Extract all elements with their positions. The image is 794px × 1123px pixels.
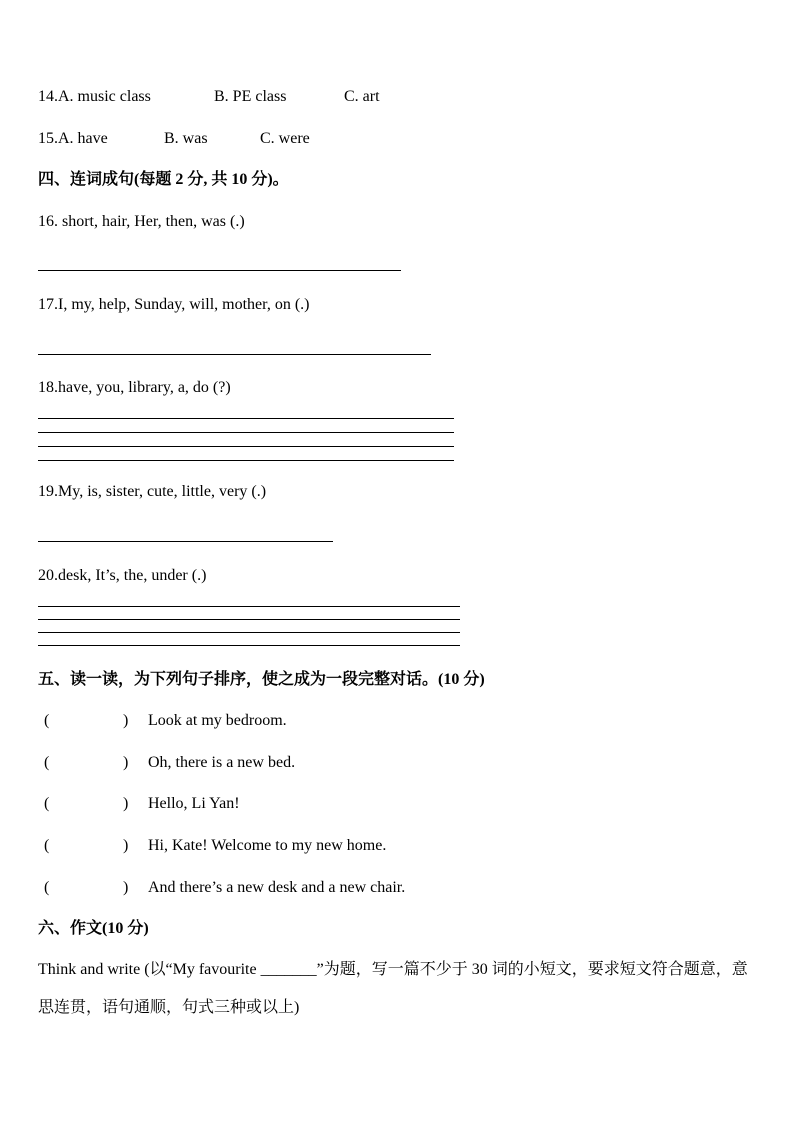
open-paren: (	[44, 754, 50, 771]
close-paren: )	[123, 754, 129, 771]
sentence: Hello, Li Yan!	[148, 795, 240, 812]
answer-line	[38, 606, 460, 607]
prompt-text-start: Think and write (以“My favourite	[38, 961, 261, 978]
sentence: Hi, Kate! Welcome to my new home.	[148, 837, 387, 854]
answer-line	[38, 460, 454, 461]
ordering-item	[44, 753, 544, 773]
answer-line	[38, 645, 460, 646]
close-paren: )	[123, 795, 129, 812]
ordering-item	[44, 836, 544, 856]
answer-line	[38, 541, 333, 542]
ordering-item	[44, 878, 544, 898]
title-blank: _______	[260, 961, 317, 978]
answer-line	[38, 446, 454, 447]
question-14	[38, 87, 438, 107]
writing-prompt	[38, 951, 758, 1027]
open-paren: (	[44, 837, 50, 854]
question-19: 19.My, is, sister, cute, little, very (.)	[38, 483, 267, 500]
section-6-title: 六、作文(10 分)	[38, 920, 149, 937]
option-b: B. was	[164, 130, 208, 147]
answer-line	[38, 270, 401, 271]
question-15	[38, 129, 438, 149]
question-17: 17.I, my, help, Sunday, will, mother, on (.)	[38, 296, 310, 313]
option-a: A. music class	[58, 88, 151, 105]
close-paren: )	[123, 837, 129, 854]
ordering-item	[44, 711, 544, 731]
section-5-title: 五、读一读，为下列句子排序，使之成为一段完整对话。(10 分)	[38, 671, 485, 688]
question-16: 16. short, hair, Her, then, was (.)	[38, 213, 245, 230]
question-number: 15.	[38, 130, 58, 147]
sentence: Look at my bedroom.	[148, 712, 287, 729]
section-4-title: 四、连词成句(每题 2 分, 共 10 分)。	[38, 171, 289, 188]
answer-line	[38, 619, 460, 620]
close-paren: )	[123, 712, 129, 729]
sentence: Oh, there is a new bed.	[148, 754, 296, 771]
sentence: And there’s a new desk and a new chair.	[148, 879, 406, 896]
option-b: B. PE class	[214, 88, 287, 105]
ordering-item	[44, 794, 544, 814]
option-c: C. art	[344, 88, 380, 105]
question-18: 18.have, you, library, a, do (?)	[38, 379, 231, 396]
option-c: C. were	[260, 130, 310, 147]
open-paren: (	[44, 879, 50, 896]
answer-line	[38, 432, 454, 433]
question-20: 20.desk, It’s, the, under (.)	[38, 567, 207, 584]
prompt-text-end: ”为题，写一篇不少于 30 词的小短文，要求短文符合题意，意思连贯，语句通顺，句式三种或以上)	[38, 961, 748, 1016]
open-paren: (	[44, 712, 50, 729]
option-a: A. have	[58, 130, 108, 147]
answer-line	[38, 354, 431, 355]
answer-line	[38, 418, 454, 419]
close-paren: )	[123, 879, 129, 896]
open-paren: (	[44, 795, 50, 812]
answer-line	[38, 632, 460, 633]
question-number: 14.	[38, 88, 58, 105]
